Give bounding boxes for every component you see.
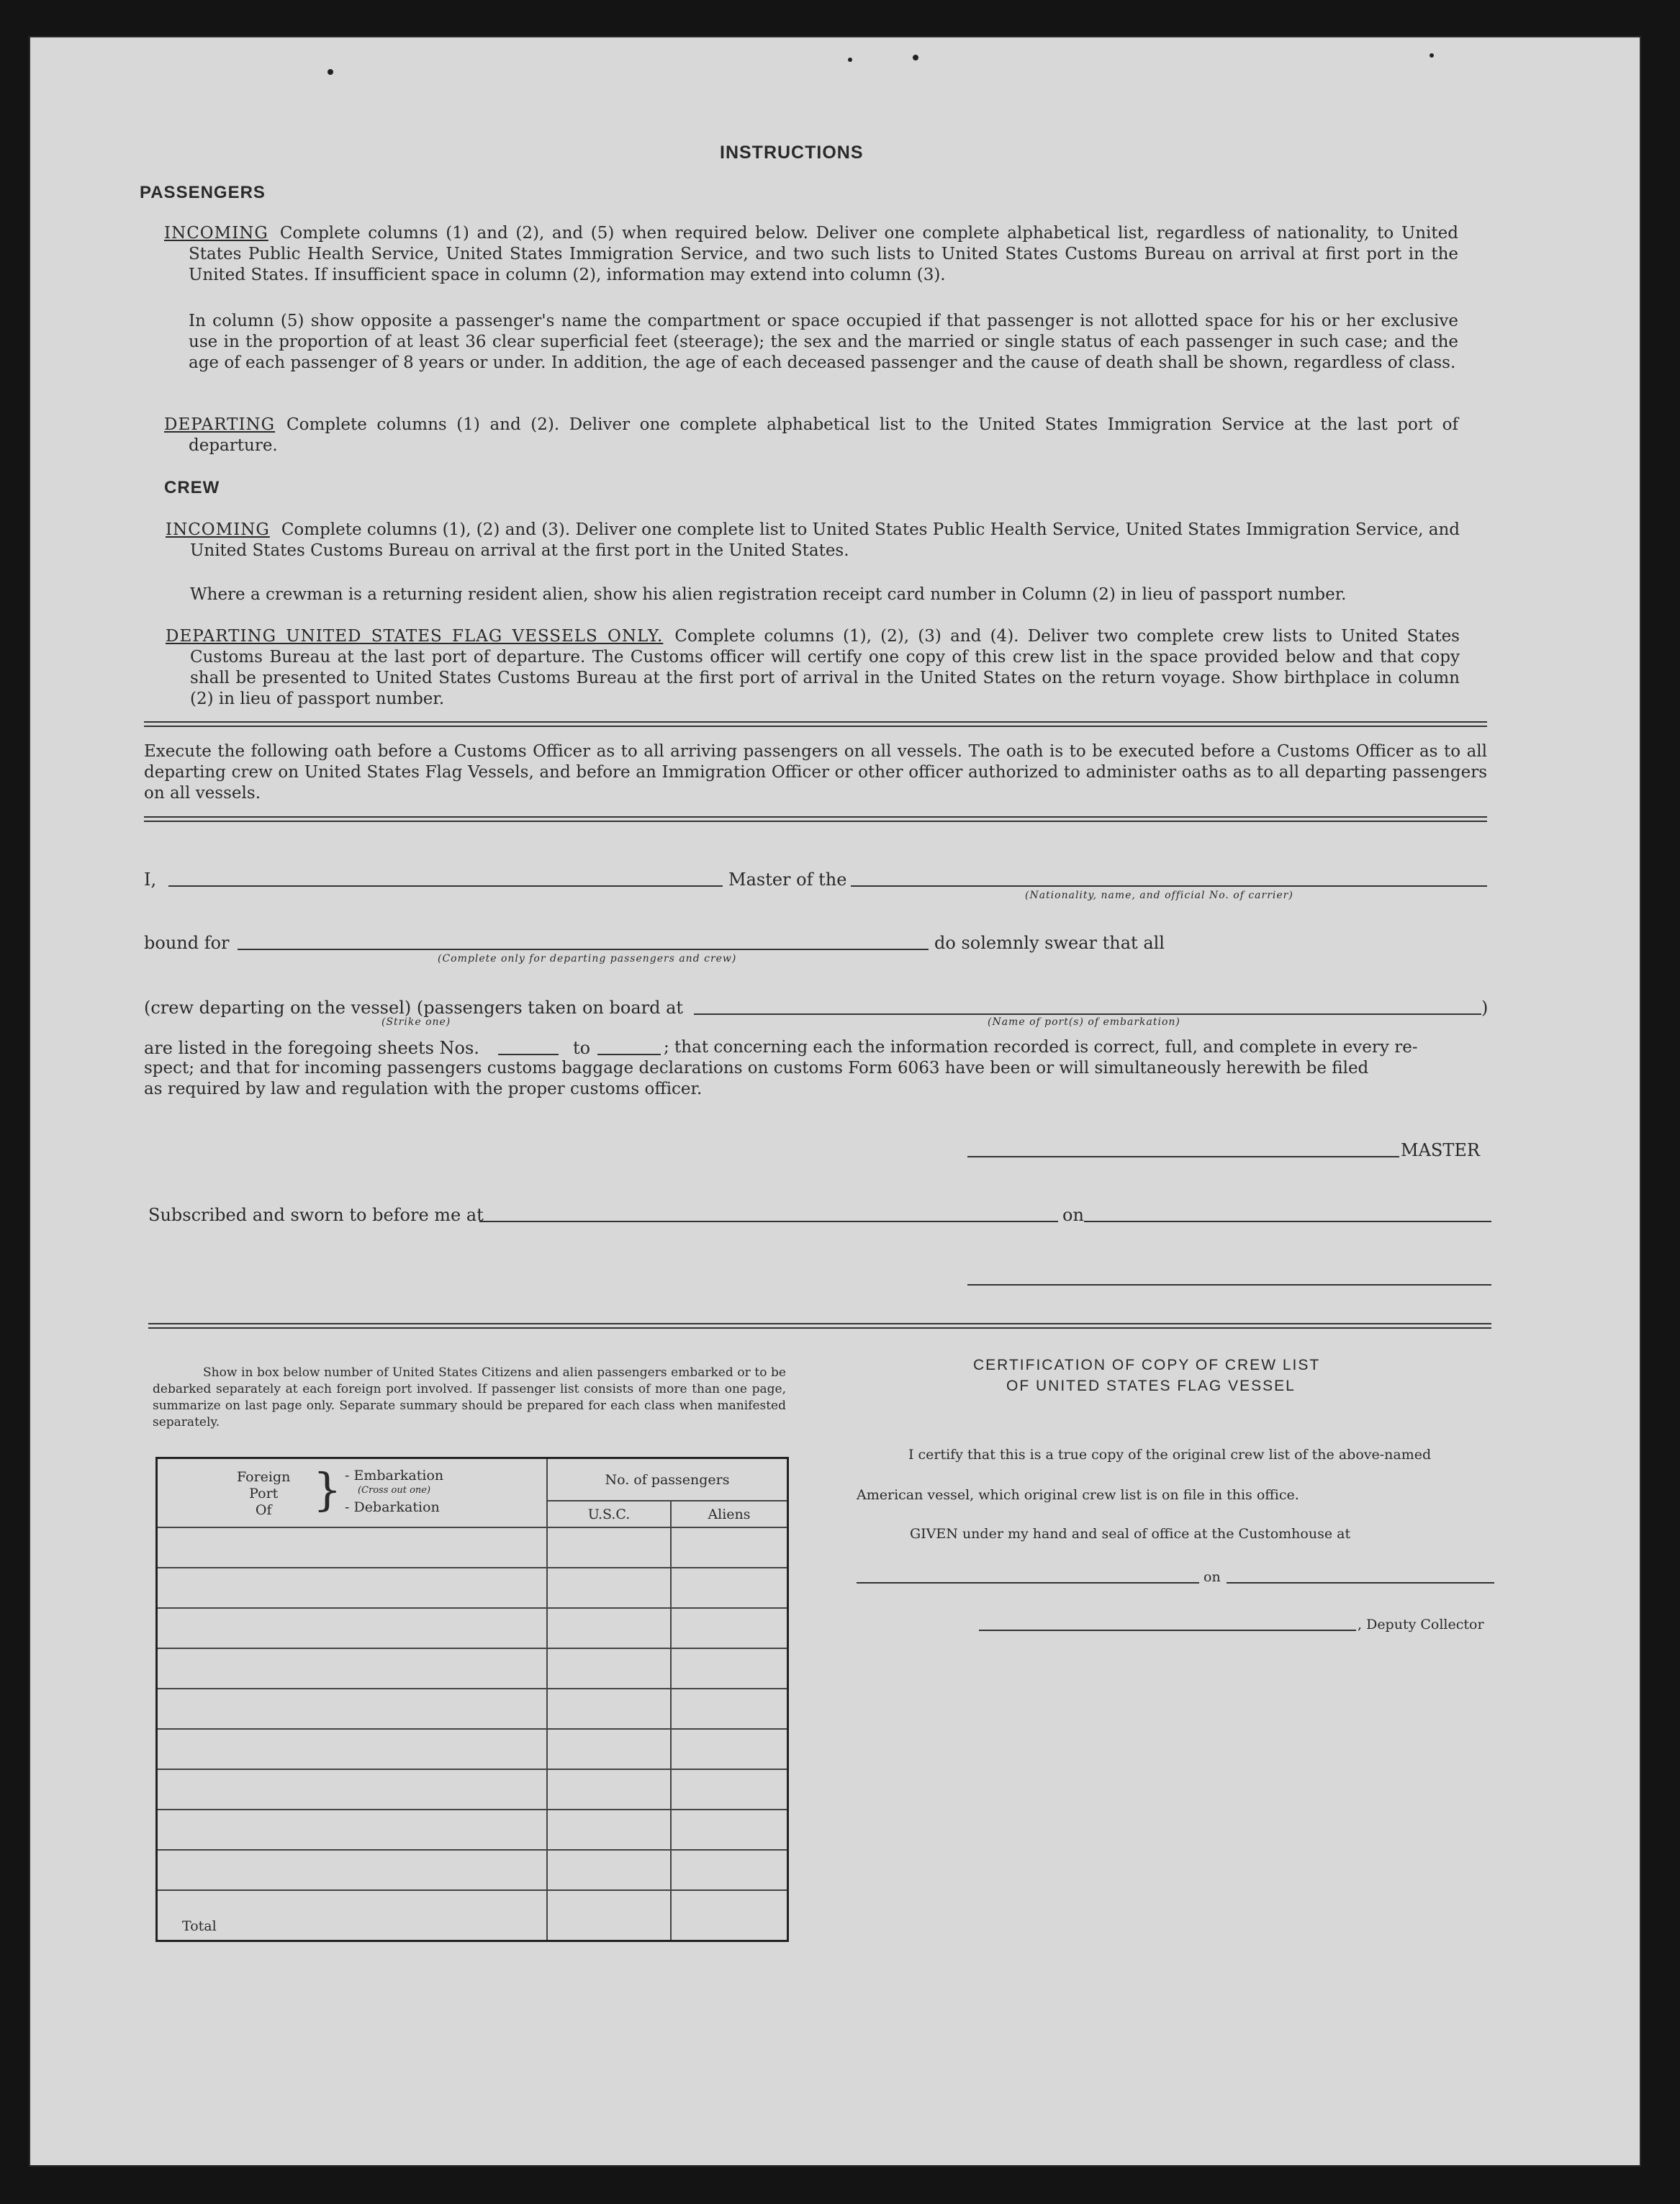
master-name-field[interactable] bbox=[168, 885, 723, 887]
sworn-place-field[interactable] bbox=[479, 1221, 1058, 1222]
usc-cell[interactable] bbox=[547, 1850, 671, 1890]
close-paren: ) bbox=[1481, 998, 1489, 1018]
port-cell[interactable] bbox=[157, 1769, 548, 1810]
certification-title-1: CERTIFICATION OF COPY OF CREW LIST bbox=[973, 1357, 1321, 1373]
cross-out-caption: (Cross out one) bbox=[358, 1485, 431, 1496]
total-label: Total bbox=[157, 1890, 548, 1941]
usc-cell[interactable] bbox=[547, 1648, 671, 1689]
total-row bbox=[157, 1890, 788, 1941]
oath-i-label: I, bbox=[144, 870, 157, 890]
table-row bbox=[157, 1608, 788, 1648]
crew-heading: CREW bbox=[164, 478, 220, 497]
passengers-incoming bbox=[164, 223, 1458, 286]
brace-glyph: } bbox=[313, 1463, 342, 1516]
usc-cell[interactable] bbox=[547, 1729, 671, 1769]
aliens-cell[interactable] bbox=[671, 1769, 788, 1810]
crew-incoming bbox=[166, 520, 1460, 561]
usc-cell[interactable] bbox=[547, 1769, 671, 1810]
crew-departing-text: Complete columns (1), (2), (3) and (4). Deliver two complete crew lists to United States Customs Bureau at the last port of departure. The Customs officer will certify one copy of this crew list in the space provided below and that copy shall be presented to United States Customs Bureau at the first port of arrival in the United States on the return voyage. Show birthplace in column (2) in lieu of passport number. bbox=[190, 627, 1460, 708]
embarkation-ports-field[interactable] bbox=[694, 1013, 1481, 1015]
scan-speck bbox=[1430, 53, 1434, 58]
swear-label: do solemnly swear that all bbox=[934, 933, 1165, 953]
aliens-cell[interactable] bbox=[671, 1689, 788, 1729]
certification-on: on bbox=[1203, 1569, 1221, 1585]
sheet-from-field[interactable] bbox=[498, 1054, 559, 1055]
aliens-cell[interactable] bbox=[671, 1729, 788, 1769]
usc-cell[interactable] bbox=[547, 1527, 671, 1568]
no-of-passengers-header: No. of passengers bbox=[547, 1458, 788, 1501]
debarkation-label[interactable]: - Debarkation bbox=[345, 1499, 440, 1515]
table-row bbox=[157, 1850, 788, 1890]
scan-speck bbox=[913, 55, 918, 60]
port-cell[interactable] bbox=[157, 1850, 548, 1890]
oath-line3: as required by law and regulation with the proper customs officer. bbox=[144, 1080, 703, 1098]
usc-header: U.S.C. bbox=[547, 1501, 671, 1527]
divider bbox=[144, 816, 1487, 822]
port-cell[interactable] bbox=[157, 1689, 548, 1729]
total-usc-cell[interactable] bbox=[547, 1890, 671, 1941]
crew-incoming-text: Complete columns (1), (2) and (3). Deliver one complete list to United States Public Health Service, United States Immigration Service, and United States Customs Bureau on arrival at the first port in the United States. bbox=[190, 520, 1460, 560]
port-header-cell bbox=[157, 1458, 548, 1528]
foreign-port-of bbox=[237, 1469, 290, 1519]
aliens-cell[interactable] bbox=[671, 1608, 788, 1648]
aliens-cell[interactable] bbox=[671, 1527, 788, 1568]
certification-line1: I certify that this is a true copy of the original crew list of the above-named bbox=[908, 1447, 1432, 1463]
crew-passengers-label: (crew departing on the vessel) (passengers taken on board at bbox=[144, 998, 684, 1018]
on-label: on bbox=[1062, 1205, 1084, 1225]
port-cell[interactable] bbox=[157, 1729, 548, 1769]
port-cell[interactable] bbox=[157, 1648, 548, 1689]
aliens-cell[interactable] bbox=[671, 1810, 788, 1850]
scan-speck bbox=[848, 58, 852, 62]
passengers-departing-label: DEPARTING bbox=[164, 415, 276, 434]
divider bbox=[148, 1323, 1491, 1329]
passengers-column5: In column (5) show opposite a passenger's name the compartment or space occupied if that passenger is not allotted space for his or her exclusive use in the proportion of at least 36 clear superficial feet (steerage); the sex and the married or single status of each passenger in such case; and the age of each passenger of 8 years or under. In addition, the age of each deceased passenger and the cause of death shall be shown, regardless of class. bbox=[189, 312, 1458, 372]
master-label: MASTER bbox=[1401, 1140, 1480, 1160]
usc-cell[interactable] bbox=[547, 1810, 671, 1850]
certification-line3: GIVEN under my hand and seal of office at the Customhouse at bbox=[910, 1526, 1351, 1542]
listed-suffix: ; that concerning each the information recorded is correct, full, and complete in every re- bbox=[664, 1038, 1418, 1057]
strike-one-caption: (Strike one) bbox=[381, 1016, 451, 1028]
table-header-row bbox=[157, 1458, 788, 1501]
port-cell[interactable] bbox=[157, 1810, 548, 1850]
bound-caption: (Complete only for departing passengers and crew) bbox=[438, 953, 737, 965]
total-aliens-cell[interactable] bbox=[671, 1890, 788, 1941]
table-row bbox=[157, 1810, 788, 1850]
usc-cell[interactable] bbox=[547, 1608, 671, 1648]
certification-date-field[interactable] bbox=[1227, 1582, 1494, 1584]
usc-cell[interactable] bbox=[547, 1689, 671, 1729]
subscribed-label: Subscribed and sworn to before me at bbox=[148, 1205, 484, 1225]
passengers-departing-text: Complete columns (1) and (2). Deliver one complete alphabetical list to the United States Immigration Service at the last port of departure. bbox=[189, 415, 1458, 455]
bound-for-field[interactable] bbox=[238, 949, 929, 950]
certification-title-2: OF UNITED STATES FLAG VESSEL bbox=[1006, 1378, 1296, 1394]
officer-signature-field[interactable] bbox=[967, 1284, 1491, 1286]
sworn-date-field[interactable] bbox=[1084, 1221, 1491, 1222]
crew-departing-label: DEPARTING UNITED STATES FLAG VESSELS ONLY. bbox=[166, 627, 664, 646]
passengers-incoming-label: INCOMING bbox=[164, 224, 268, 243]
oath-instruction: Execute the following oath before a Customs Officer as to all arriving passengers on all vessels. The oath is to be executed before a Customs Officer as to all departing crew on United States Flag Vessels, and before an Immigration Officer or other officer authorized to administer oaths as to all departing passengers on all vessels. bbox=[144, 742, 1487, 803]
port-cell[interactable] bbox=[157, 1527, 548, 1568]
passengers-departing bbox=[164, 415, 1458, 456]
master-signature-field[interactable] bbox=[967, 1156, 1399, 1157]
listed-prefix: are listed in the foregoing sheets Nos. bbox=[144, 1038, 479, 1058]
to-label: to bbox=[573, 1038, 591, 1058]
scan-speck bbox=[328, 69, 333, 75]
embarkation-label[interactable]: - Embarkation bbox=[345, 1468, 444, 1483]
passenger-summary-table bbox=[155, 1457, 789, 1942]
port-cell[interactable] bbox=[157, 1568, 548, 1608]
of-label: Of bbox=[255, 1502, 272, 1518]
aliens-cell[interactable] bbox=[671, 1648, 788, 1689]
table-row bbox=[157, 1527, 788, 1568]
divider bbox=[144, 721, 1487, 727]
master-of-the-label: Master of the bbox=[728, 870, 847, 890]
deputy-signature-field[interactable] bbox=[979, 1630, 1356, 1631]
carrier-caption: (Nationality, name, and official No. of carrier) bbox=[1025, 890, 1293, 901]
ports-caption: (Name of port(s) of embarkation) bbox=[988, 1016, 1180, 1028]
carrier-field[interactable] bbox=[851, 885, 1487, 887]
certification-line2: American vessel, which original crew list is on file in this office. bbox=[857, 1487, 1299, 1503]
passengers-incoming-text: Complete columns (1) and (2), and (5) when required below. Deliver one complete alphabetical list, regardless of nationality, to United States Public Health Service, United States Immigration Service, and two such lists to United States Customs Bureau on arrival at first port in the United States. If insufficient space in column (2), information may extend into column (3). bbox=[189, 224, 1458, 284]
aliens-cell[interactable] bbox=[671, 1850, 788, 1890]
crew-departing bbox=[166, 626, 1460, 710]
page-title: INSTRUCTIONS bbox=[720, 143, 864, 163]
port-cell[interactable] bbox=[157, 1608, 548, 1648]
table-row bbox=[157, 1729, 788, 1769]
table-row bbox=[157, 1568, 788, 1608]
deputy-collector-label: , Deputy Collector bbox=[1358, 1617, 1484, 1632]
table-row bbox=[157, 1689, 788, 1729]
passengers-heading: PASSENGERS bbox=[140, 183, 266, 202]
table-row bbox=[157, 1648, 788, 1689]
oath-line2: spect; and that for incoming passengers customs baggage declarations on customs Form 6063 have been or will simultaneously herewith be filed bbox=[144, 1059, 1369, 1078]
port-label: Port bbox=[249, 1486, 279, 1501]
table-row bbox=[157, 1769, 788, 1810]
crew-resident: Where a crewman is a returning resident alien, show his alien registration receipt card number in Column (2) in lieu of passport number. bbox=[190, 585, 1347, 604]
sheet-to-field[interactable] bbox=[597, 1054, 661, 1055]
crew-incoming-label: INCOMING bbox=[166, 520, 270, 539]
usc-cell[interactable] bbox=[547, 1568, 671, 1608]
aliens-cell[interactable] bbox=[671, 1568, 788, 1608]
foreign-label: Foreign bbox=[237, 1469, 291, 1485]
aliens-header: Aliens bbox=[671, 1501, 788, 1527]
customhouse-field[interactable] bbox=[857, 1582, 1199, 1584]
summary-note: Show in box below number of United States Citizens and alien passengers embarked or to be debarked separately at each foreign port involved. If passenger list consists of more than one page, summarize on last page only. Separate summary should be prepared for each class when manifested separately. bbox=[153, 1365, 786, 1430]
bound-for-label: bound for bbox=[144, 933, 230, 953]
